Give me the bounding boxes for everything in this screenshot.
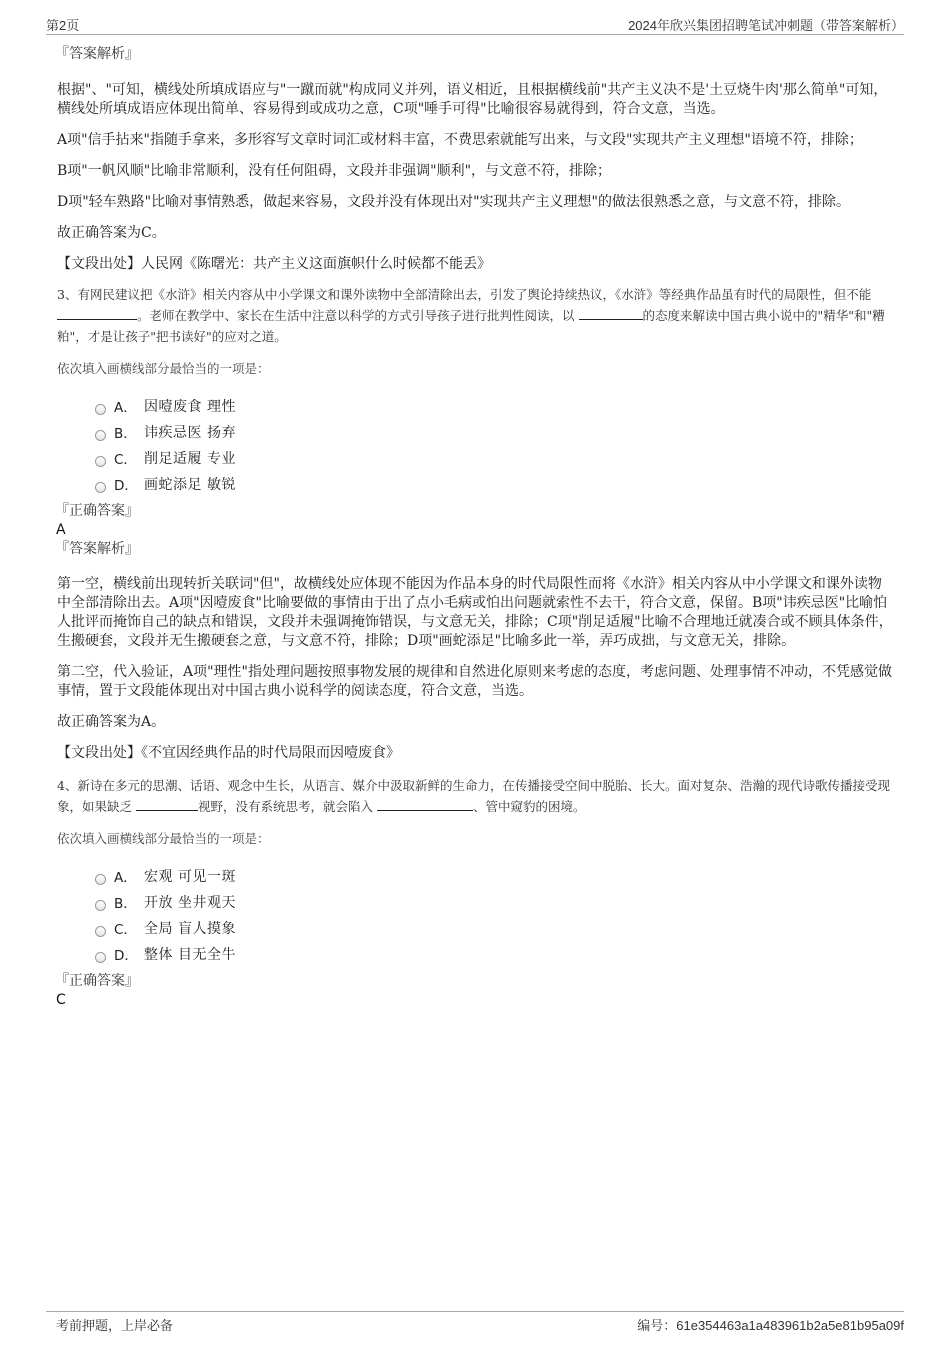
analysis-paragraph: 第二空，代入验证，A项"理性"指处理问题按照事物发展的规律和自然进化原则来考虑的态度，考虑问题、处理事情不冲动，不凭感觉做事情，置于文段能体现出对中国古典小说科学的阅读态度，符合文意，当选。 — [57, 664, 892, 699]
analysis-heading: 『答案解析』 — [55, 541, 139, 557]
document-title: 2024年欣兴集团招聘笔试冲刺题（带答案解析） — [628, 18, 904, 33]
correct-answer-heading: 『正确答案』 — [55, 973, 139, 989]
analysis-heading: 『答案解析』 — [55, 46, 139, 62]
option-c[interactable]: C． 全局 盲人摸象 — [95, 915, 893, 941]
page-number: 第2页 — [46, 18, 80, 33]
passage-source: 【文段出处】《不宜因经典作品的时代局限而因噎废食》 — [57, 745, 400, 761]
analysis-paragraph: D项"轻车熟路"比喻对事情熟悉，做起来容易，文段并没有体现出对"实现共产主义理想"的做法很熟悉之意，与文意不符，排除。 — [57, 194, 850, 210]
footer-slogan: 考前押题，上岸必备 — [56, 1318, 174, 1333]
radio-icon[interactable] — [95, 482, 106, 493]
question-stem: 4、新诗在多元的思潮、话语、观念中生长，从语言、媒介中汲取新鲜的生命力，在传播接受空间中脱胎、长大。面对复杂、浩瀚的现代诗歌传播接受现象，如果缺乏 视野，没有系统思考，就会陷入 、管中窥豹的困境。 — [57, 778, 890, 814]
page-header — [46, 14, 904, 35]
answer-blank — [57, 306, 137, 320]
radio-icon[interactable] — [95, 430, 106, 441]
option-list — [95, 863, 893, 967]
answer-blank — [136, 797, 198, 811]
option-b[interactable]: B． 讳疾忌医 扬弃 — [95, 419, 893, 445]
page-footer — [46, 1311, 904, 1332]
question-prompt: 依次填入画横线部分最恰当的一项是： — [57, 831, 270, 846]
option-a[interactable]: A． 宏观 可见一斑 — [95, 863, 893, 889]
option-c[interactable]: C． 削足适履 专业 — [95, 445, 893, 471]
page-content — [57, 44, 893, 1009]
question-4 — [57, 775, 893, 1009]
question-3 — [57, 284, 893, 763]
correct-answer: A — [56, 522, 66, 538]
analysis-paragraph: 第一空，横线前出现转折关联词"但"，故横线处应体现不能因为作品本身的时代局限性而将《水浒》相关内容从中小学课文和课外读物中全部清除出去。A项"因噎废食"比喻要做的事情由于出了点小毛病或怕出问题就索性不去干，符合文意，保留。B项"讳疾忌医"比喻怕人批评而掩饰自己的缺点和错误，文段并未强调掩饰错误，与文意无关，排除；C项"削足适履"比喻不合理地迁就凑合或不顾具体条件，生搬硬套，文段并无生搬硬套之意，与文意不符，排除；D项"画蛇添足"比喻多此一举，弄巧成拙，与文意无关，排除。 — [57, 576, 893, 649]
question-stem: 3、有网民建议把《水浒》相关内容从中小学课文和课外读物中全部清除出去，引发了舆论持续热议，《水浒》等经典作品虽有时代的局限性，但不能 。老师在教学中、家长在生活中注意以科学的方式引导孩子进行批判性阅读，以 的态度来解读中国古典小说中的"精华"和"糟粕"，才是让孩子"把书读好"的应对之道。 — [57, 287, 885, 344]
option-d[interactable]: D． 画蛇添足 敏锐 — [95, 471, 893, 497]
q2-analysis-section — [57, 44, 893, 274]
option-a[interactable]: A． 因噎废食 理性 — [95, 393, 893, 419]
final-answer-statement: 故正确答案为C。 — [57, 225, 166, 241]
final-answer-statement: 故正确答案为A。 — [57, 714, 166, 730]
analysis-paragraph: B项"一帆风顺"比喻非常顺利，没有任何阻碍，文段并非强调"顺利"，与文意不符，排除； — [57, 163, 612, 179]
option-list — [95, 393, 893, 497]
radio-icon[interactable] — [95, 900, 106, 911]
answer-blank — [579, 306, 643, 320]
radio-icon[interactable] — [95, 404, 106, 415]
correct-answer: C — [56, 992, 66, 1008]
option-b[interactable]: B． 开放 坐井观天 — [95, 889, 893, 915]
option-d[interactable]: D． 整体 目无全牛 — [95, 941, 893, 967]
radio-icon[interactable] — [95, 952, 106, 963]
serial-number: 编号：61e354463a1a483961b2a5e81b95a09f — [637, 1318, 904, 1333]
radio-icon[interactable] — [95, 874, 106, 885]
radio-icon[interactable] — [95, 456, 106, 467]
analysis-paragraph: 根据"、"可知，横线处所填成语应与"一蹴而就"构成同义并列，语义相近，且根据横线前"共产主义决不是'土豆烧牛肉'那么简单"可知，横线处所填成语应体现出简单、容易得到或成功之意，C项"唾手可得"比喻很容易就得到，符合文意，当选。 — [57, 82, 888, 117]
question-prompt: 依次填入画横线部分最恰当的一项是： — [57, 361, 270, 376]
radio-icon[interactable] — [95, 926, 106, 937]
answer-blank — [377, 797, 473, 811]
analysis-paragraph: A项"信手拈来"指随手拿来，多形容写文章时词汇或材料丰富，不费思索就能写出来，与文段"实现共产主义理想"语境不符，排除； — [57, 132, 863, 148]
correct-answer-heading: 『正确答案』 — [55, 503, 139, 519]
passage-source: 【文段出处】人民网《陈曙光：共产主义这面旗帜什么时候都不能丢》 — [57, 256, 491, 272]
